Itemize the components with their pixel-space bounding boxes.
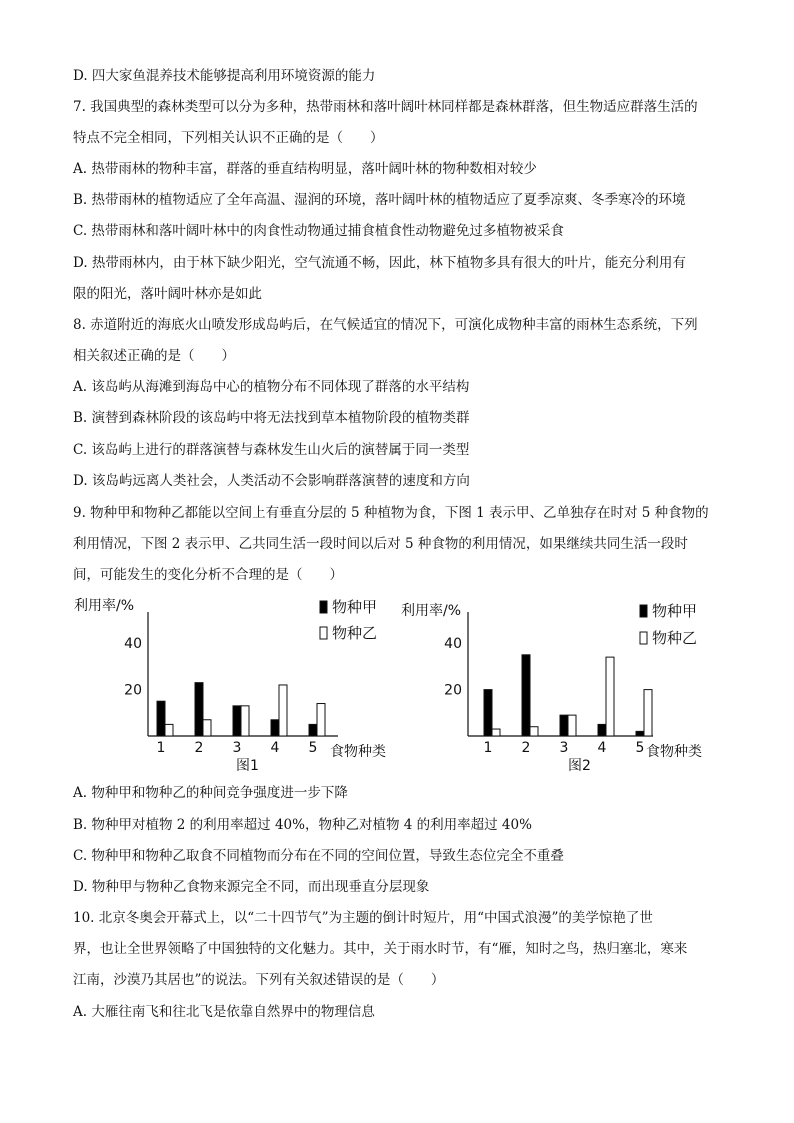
figure-1-bar-chart [60, 590, 410, 780]
question-10-stem-cont: 界，也让全世界领略了中国独特的文化魅力。其中，关于雨水时节，有“雁，知时之鸟，热归塞北，寒来 [73, 941, 688, 957]
question-8-option-a: A. 该岛屿从海滩到海岛中心的植物分布不同体现了群落的水平结构 [73, 379, 470, 395]
question-7-option-d: D. 热带雨林内，由于林下缺少阳光，空气流通不畅，因此，林下植物多具有很大的叶片，能充分利用有 [73, 255, 686, 271]
question-9-stem-cont2: 间，可能发生的变化分析不合理的是（ ） [73, 567, 343, 583]
bar-series-1 [309, 724, 317, 736]
y-tick-label: 20 [444, 682, 462, 699]
option-line: D. 四大家鱼混养技术能够提高利用环境资源的能力 [73, 68, 376, 84]
bar-series-2 [492, 729, 500, 736]
x-axis-label: 食物种类 [646, 744, 702, 760]
x-tick-label: 4 [597, 740, 607, 756]
bar-series-1 [560, 715, 568, 736]
x-tick-label: 3 [232, 740, 242, 756]
x-tick-label: 4 [270, 740, 280, 756]
y-tick-label: 20 [124, 682, 142, 699]
bar-series-1 [636, 731, 644, 736]
legend-swatch [640, 605, 647, 617]
bar-series-1 [522, 655, 530, 736]
x-tick-label: 2 [521, 740, 531, 756]
x-tick-label: 2 [194, 740, 204, 756]
y-axis-label: 利用率/% [74, 598, 135, 614]
bar-series-2 [606, 657, 614, 736]
x-tick-label: 1 [483, 740, 493, 756]
legend-label: 物种乙 [652, 629, 698, 647]
x-tick-label: 1 [156, 740, 166, 756]
bar-series-1 [598, 724, 606, 736]
question-7-option-b: B. 热带雨林的植物适应了全年高温、湿润的环境，落叶阔叶林的植物适应了夏季凉爽、冬季寒冷的环境 [73, 192, 686, 208]
bar-series-1 [484, 690, 492, 736]
question-9-option-b: B. 物种甲对植物 2 的利用率超过 40%，物种乙对植物 4 的利用率超过 40% [73, 817, 532, 833]
question-9-stem: 9. 物种甲和物种乙都能以空间上有垂直分层的 5 种植物为食，下图 1 表示甲、乙单独存在时对 5 种食物的 [73, 505, 709, 521]
x-tick-label: 3 [559, 740, 569, 756]
question-9-option-d: D. 物种甲与物种乙食物来源完全不同，而出现垂直分层现象 [73, 879, 430, 895]
question-8-option-d: D. 该岛屿远离人类社会，人类活动不会影响群落演替的速度和方向 [73, 473, 470, 489]
question-10-stem-cont2: 江南，沙漠乃其居也”的说法。下列有关叙述错误的是（ ） [73, 972, 445, 988]
question-8-stem-cont: 相关叙述正确的是（ ） [73, 348, 235, 364]
question-7-option-c: C. 热带雨林和落叶阔叶林中的肉食性动物通过捕食植食性动物避免过多植物被采食 [73, 223, 564, 239]
legend-label: 物种甲 [652, 602, 698, 620]
bar-series-1 [157, 701, 165, 736]
question-8-option-c: C. 该岛屿上进行的群落演替与森林发生山火后的演替属于同一类型 [73, 442, 470, 458]
bar-series-2 [241, 706, 249, 736]
legend-swatch [320, 627, 327, 639]
y-tick-label: 40 [124, 636, 142, 653]
figure-caption: 图1 [236, 758, 259, 774]
bar-series-1 [233, 706, 241, 736]
bar-series-2 [203, 720, 211, 736]
question-8-stem: 8. 赤道附近的海底火山喷发形成岛屿后，在气候适宜的情况下，可演化成物种丰富的雨林生态系统，下列 [73, 317, 698, 333]
question-7-stem: 7. 我国典型的森林类型可以分为多种，热带雨林和落叶阔叶林同样都是森林群落，但生物适应群落生活的 [73, 99, 698, 115]
question-10-stem: 10. 北京冬奥会开幕式上，以“二十四节气”为主题的倒计时短片，用“中国式浪漫”的美学惊艳了世 [73, 910, 653, 926]
figure-caption: 图2 [568, 758, 591, 774]
question-8-option-b: B. 演替到森林阶段的该岛屿中将无法找到草本植物阶段的植物类群 [73, 410, 470, 426]
bar-series-1 [195, 683, 203, 736]
legend-label: 物种乙 [332, 624, 378, 642]
question-7-option-a: A. 热带雨林的物种丰富，群落的垂直结构明显，落叶阔叶林的物种数相对较少 [73, 161, 537, 177]
legend-swatch [640, 632, 647, 644]
legend-label: 物种甲 [332, 598, 378, 616]
x-tick-label: 5 [635, 740, 645, 756]
legend-swatch [320, 601, 327, 613]
figure-2-bar-chart [395, 590, 725, 780]
y-tick-label: 40 [444, 636, 462, 653]
question-7-stem-cont: 特点不完全相同，下列相关认识不正确的是（ ） [73, 130, 384, 146]
question-9-stem-cont: 利用情况，下图 2 表示甲、乙共同生活一段时间以后对 5 种食物的利用情况，如果继续共同生活一段时 [73, 536, 688, 552]
bar-series-2 [568, 715, 576, 736]
question-7-option-d-cont: 限的阳光，落叶阔叶林亦是如此 [73, 286, 262, 302]
y-axis-label: 利用率/% [401, 603, 462, 619]
question-9-option-c: C. 物种甲和物种乙取食不同植物而分布在不同的空间位置，导致生态位完全不重叠 [73, 848, 564, 864]
bar-series-2 [165, 724, 173, 736]
x-axis-label: 食物种类 [330, 744, 386, 760]
bar-series-2 [644, 690, 652, 736]
question-9-option-a: A. 物种甲和物种乙的种间竞争强度进一步下降 [73, 785, 348, 801]
bar-series-2 [279, 685, 287, 736]
bar-series-2 [317, 704, 325, 736]
x-tick-label: 5 [308, 740, 318, 756]
question-10-option-a: A. 大雁往南飞和往北飞是依靠自然界中的物理信息 [73, 1004, 375, 1020]
bar-series-2 [530, 727, 538, 736]
bar-series-1 [271, 720, 279, 736]
